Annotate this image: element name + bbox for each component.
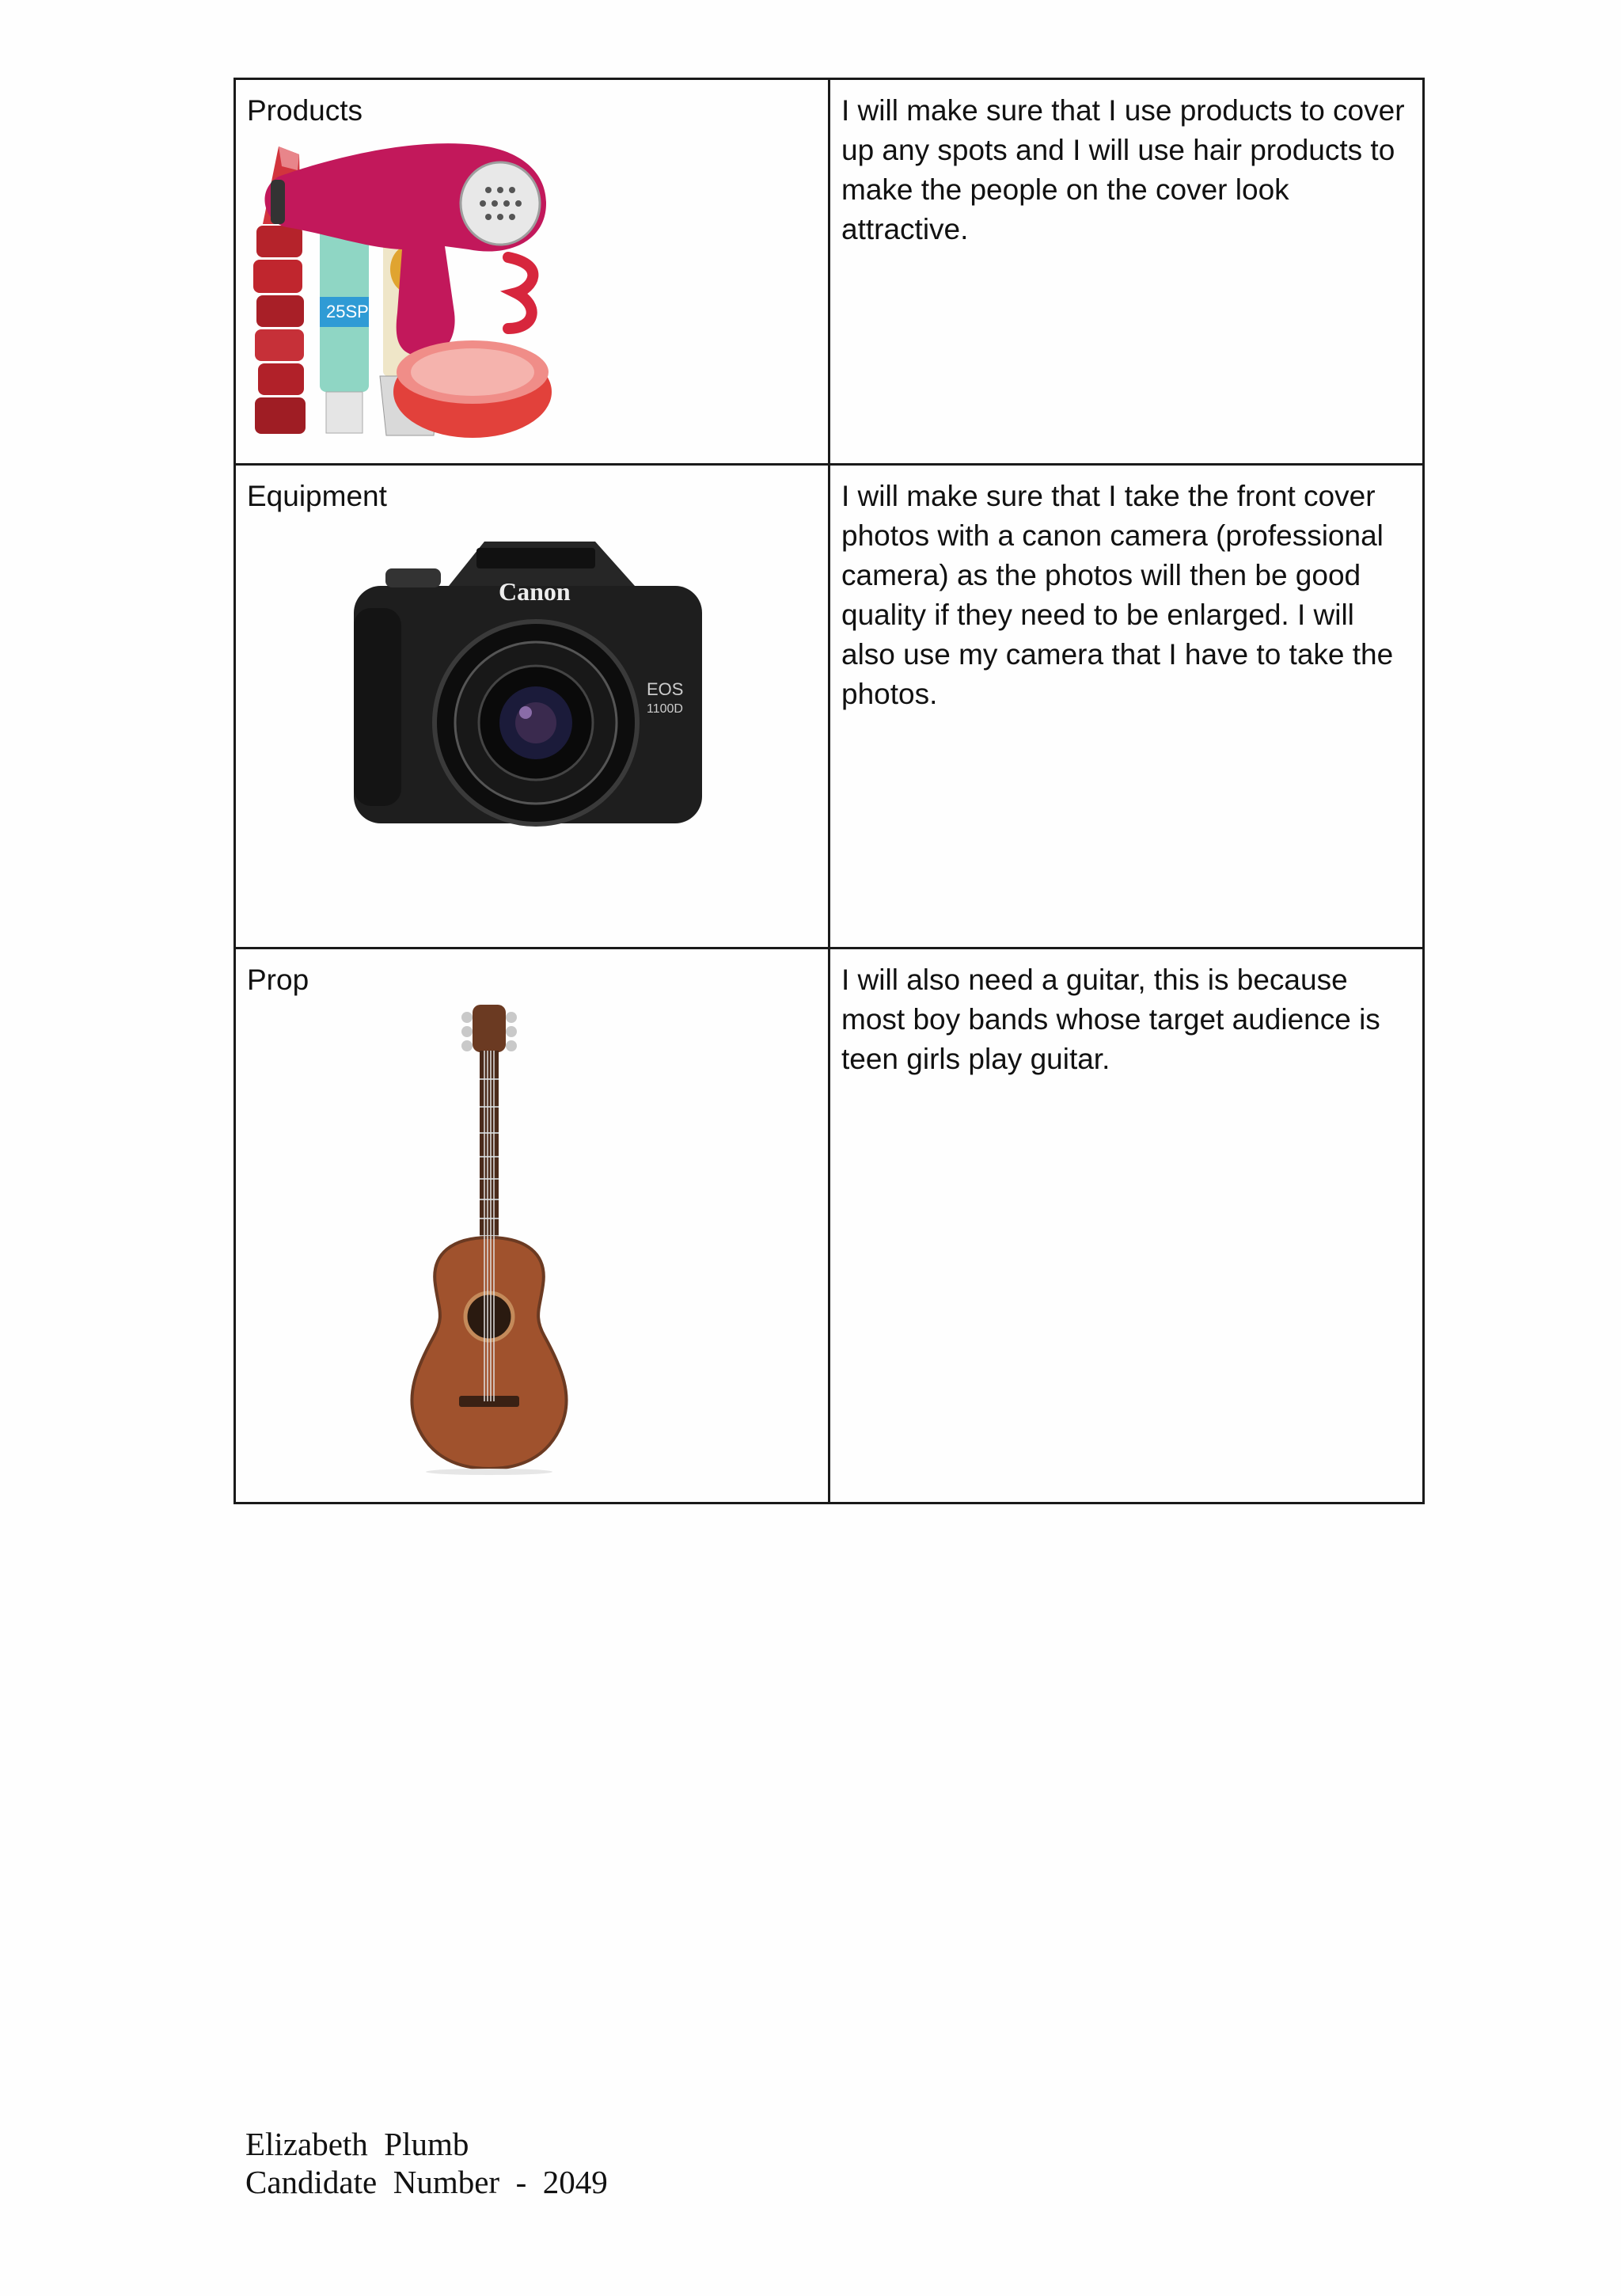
row-label-products: Products bbox=[247, 94, 363, 127]
table-cell-prop-description bbox=[829, 948, 1424, 1503]
row-label-prop: Prop bbox=[247, 964, 309, 996]
author-name: Elizabeth Plumb bbox=[245, 2126, 469, 2162]
table-cell-products-description bbox=[829, 79, 1424, 465]
svg-text:EOS: EOS bbox=[647, 679, 684, 699]
equipment-description: I will make sure that I take the front cover photos with a canon camera (professional camera) as the photos will then be good quality if they need to be enlarged. I will also use my camera that I have to take the photos. bbox=[841, 480, 1394, 710]
table-row bbox=[235, 79, 1424, 465]
blush-compact-icon bbox=[393, 340, 552, 438]
svg-text:1100D: 1100D bbox=[647, 702, 683, 716]
planning-table bbox=[233, 78, 1425, 1504]
camera-icon bbox=[354, 542, 702, 824]
table-cell-equipment bbox=[235, 465, 829, 948]
guitar-icon bbox=[412, 1005, 566, 1475]
guitar-image bbox=[247, 1000, 785, 1475]
table-cell-prop bbox=[235, 948, 829, 1503]
candidate-number: Candidate Number - 2049 bbox=[245, 2164, 608, 2200]
table-row bbox=[235, 948, 1424, 1503]
svg-text:25SP: 25SP bbox=[326, 302, 369, 321]
hair-dryer-icon bbox=[264, 143, 546, 356]
prop-description: I will also need a guitar, this is because most boy bands whose target audience is teen girls play guitar. bbox=[841, 964, 1380, 1075]
row-label-equipment: Equipment bbox=[247, 480, 387, 512]
table-row bbox=[235, 465, 1424, 948]
camera-image bbox=[247, 521, 785, 869]
camera-brand: Canon bbox=[499, 577, 571, 606]
table-cell-products bbox=[235, 79, 829, 465]
cosmetics-hairdryer-image bbox=[247, 131, 571, 439]
products-description: I will make sure that I use products to cover up any spots and I will use hair products to make the people on the cover look attractive. bbox=[841, 94, 1405, 245]
table-cell-equipment-description bbox=[829, 465, 1424, 948]
page-footer bbox=[245, 2125, 608, 2201]
